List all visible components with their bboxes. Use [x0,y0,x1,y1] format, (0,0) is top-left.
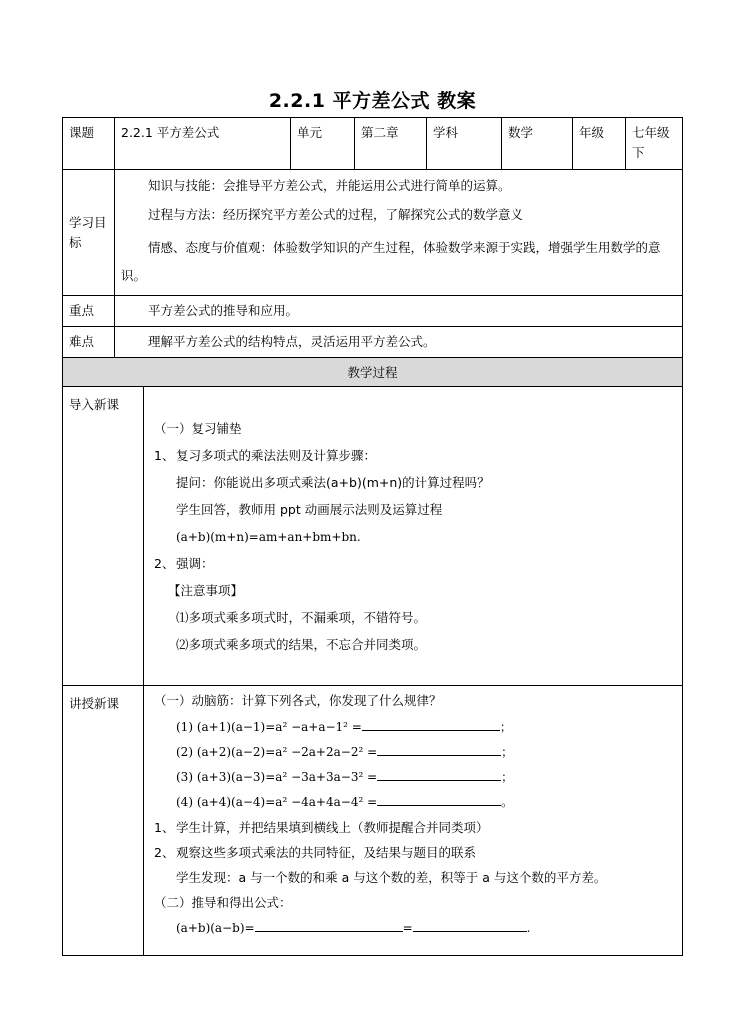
objectives-content [115,170,683,296]
step-text: 观察这些多项式乘法的共同特征，及结果与题目的联系 [176,845,477,860]
step-text: 强调： [176,556,214,571]
exercise-number: (4) [176,795,193,809]
exercise-expression: (a+3)(a−3)=a² −3a+3a−3² = [196,770,378,784]
notice-item-1: ⑴多项式乘多项式时，不漏乘项，不错符号。 [176,610,427,625]
difficulty-text: 理解平方差公式的结构特点，灵活运用平方差公式。 [115,327,683,358]
answer-blank [362,719,500,731]
exercise-1 [154,717,674,737]
answer-blank [413,920,527,932]
label-subject: 学科 [427,118,502,170]
label-objectives: 学习目标 [63,170,115,296]
label-key-point: 重点 [63,296,115,327]
label-intro: 导入新课 [63,387,144,686]
student-discovery: 学生发现：a 与一个数的和乘 a 与这个数的差，积等于 a 与这个数的平方差。 [176,870,607,885]
intro-formula: (a+b)(m+n)=am+an+bm+bn. [176,530,361,544]
exercise-number: (3) [176,770,193,784]
notice-item-2: ⑵多项式乘多项式的结果，不忘合并同类项。 [176,637,427,652]
exercise-expression: (a+4)(a−4)=a² −4a+4a−4² = [196,795,378,809]
derivation-equals: = [402,921,413,935]
step-number: 2、 [154,845,175,860]
lecture-step-2 [154,843,674,863]
label-difficulty: 难点 [63,327,115,358]
key-point-text: 平方差公式的推导和应用。 [115,296,683,327]
derivation-line [154,918,674,938]
exercise-end: ； [499,720,512,734]
objective-knowledge: 知识与技能：会推导平方差公式，并能运用公式进行简单的运算。 [148,178,511,193]
unit-value: 第二章 [355,118,427,170]
section-teaching-process: 教学过程 [63,358,683,387]
intro-question: 提问：你能说出多项式乘法(a+b)(m+n)的计算过程吗？ [176,475,490,490]
label-unit: 单元 [291,118,355,170]
label-grade: 年级 [573,118,626,170]
exercise-3 [154,767,674,787]
lecture-heading-2: （二）推导和得出公式： [154,895,292,910]
subject-value: 数学 [502,118,573,170]
exercise-end: ； [501,745,514,759]
exercise-end: 。 [501,795,514,809]
course-name: 2.2.1 平方差公式 [115,118,291,170]
answer-blank [377,769,501,781]
exercise-end: ； [501,770,514,784]
step-text: 复习多项式的乘法法则及计算步骤： [176,448,377,463]
lecture-content [144,686,683,956]
grade-value: 七年级下 [626,118,683,170]
step-text: 学生计算，并把结果填到横线上（教师提醒合并同类项） [176,820,489,835]
exercise-2 [154,742,674,762]
derivation-end: . [526,921,531,935]
intro-answer: 学生回答，教师用 ppt 动画展示法则及运算过程 [176,502,443,517]
answer-blank [377,794,501,806]
answer-blank [255,920,403,932]
exercise-expression: (a+2)(a−2)=a² −2a+2a−2² = [196,745,378,759]
intro-content [144,387,683,686]
derivation-expression: (a+b)(a−b)= [176,921,255,935]
document-title: 2.2.1 平方差公式 教案 [268,90,477,112]
exercise-number: (2) [176,745,193,759]
objective-attitude: 情感、态度与价值观：体验数学知识的产生过程，体验数学来源于实践，增强学生用数学的意识。 [121,240,661,283]
intro-step-2 [154,554,674,574]
lesson-plan-table [62,117,683,956]
lecture-heading-1: （一）动脑筋：计算下列各式，你发现了什么规律？ [154,693,442,708]
answer-blank [377,744,501,756]
intro-heading: （一）复习铺垫 [154,421,242,436]
intro-step-1 [154,446,674,466]
step-number: 1、 [154,448,175,463]
exercise-number: (1) [176,720,193,734]
lecture-step-1 [154,818,674,838]
label-course: 课题 [63,118,115,170]
step-number: 2、 [154,556,175,571]
step-number: 1、 [154,820,175,835]
exercise-expression: (a+1)(a−1)=a² −a+a−1² = [196,720,362,734]
exercise-4 [154,792,674,812]
label-lecture: 讲授新课 [63,686,144,956]
objective-process: 过程与方法：经历探究平方差公式的过程，了解探究公式的数学意义 [148,207,524,222]
notice-title: 【注意事项】 [168,583,244,598]
